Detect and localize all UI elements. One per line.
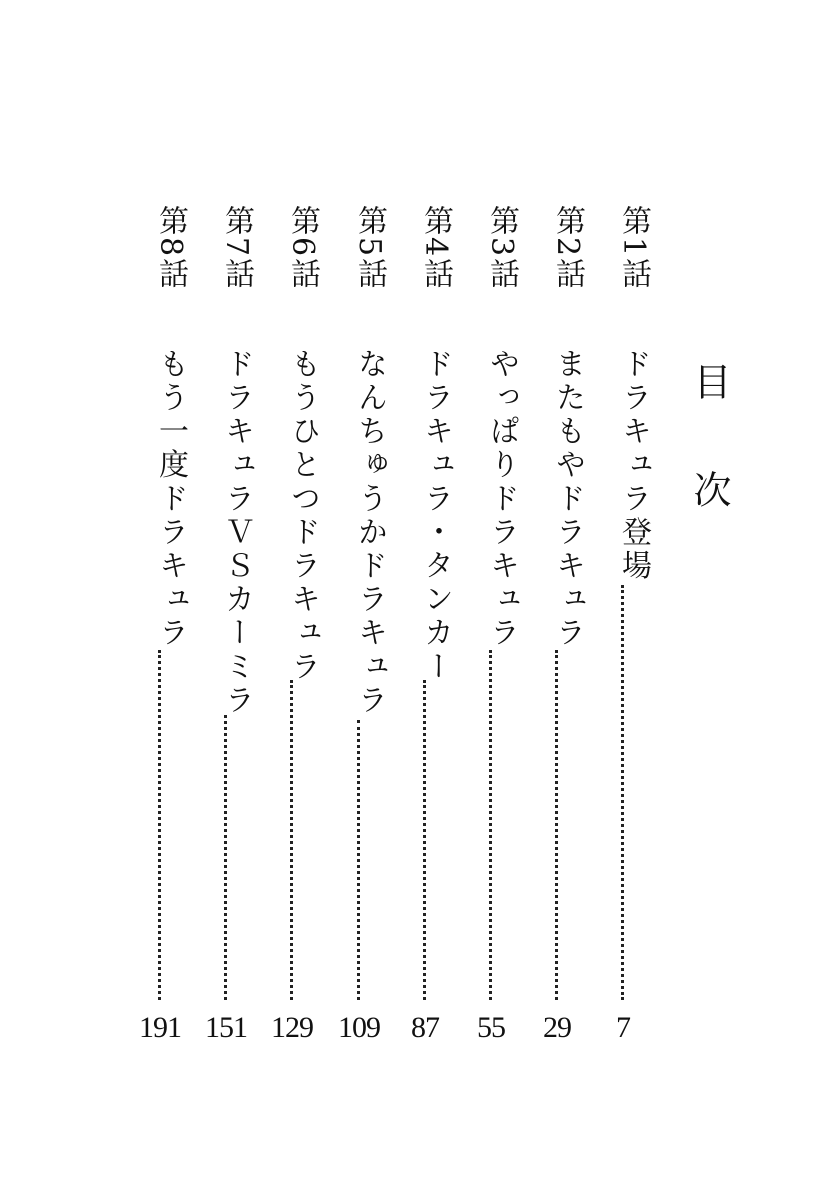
toc-entry-2 [532,205,585,1045]
dot-leader [290,680,293,1000]
toc-entry-6 [267,205,320,1045]
chapter-label: 第5話 [352,205,387,291]
chapter-label: 第4話 [418,205,453,291]
toc-entry-8 [135,205,188,1045]
chapter-label: 第8話 [153,205,188,291]
dot-leader [621,585,624,1000]
dot-leader [158,650,161,1000]
page-number: 29 [543,1011,571,1044]
chapter-label: 第2話 [550,205,585,291]
chapter-title: ドラキュラＶＳカーミラ [219,348,254,718]
page-number: 109 [338,1011,380,1044]
dot-leader [357,720,360,1000]
toc-entry-4 [400,205,453,1045]
chapter-label: 第6話 [285,205,320,291]
chapter-title: もう一度ドラキュラ [153,348,188,651]
toc-entry-5 [334,205,387,1045]
page-number: 191 [139,1011,181,1044]
chapter-title: やっぱりドラキュラ [484,348,519,651]
toc-entry-1 [598,205,651,1045]
chapter-title: なんちゅうかドラキュラ [352,348,387,718]
dot-leader [489,650,492,1000]
toc-entry-3 [466,205,519,1045]
toc-title: 目次 [687,362,731,578]
chapter-label: 第7話 [219,205,254,291]
dot-leader [555,650,558,1000]
page-number: 151 [205,1011,247,1044]
toc-entry-7 [201,205,254,1045]
page-number: 129 [271,1011,313,1044]
page-number: 7 [616,1011,630,1044]
chapter-title: またもやドラキュラ [550,348,585,651]
chapter-title: ドラキュラ・タンカー [418,348,453,684]
dot-leader [423,680,426,1000]
chapter-title: ドラキュラ登場 [616,348,651,584]
page-number: 55 [477,1011,505,1044]
chapter-title: もうひとつドラキュラ [285,348,320,684]
chapter-label: 第1話 [616,205,651,291]
dot-leader [224,715,227,1000]
chapter-label: 第3話 [484,205,519,291]
page-number: 87 [411,1011,439,1044]
